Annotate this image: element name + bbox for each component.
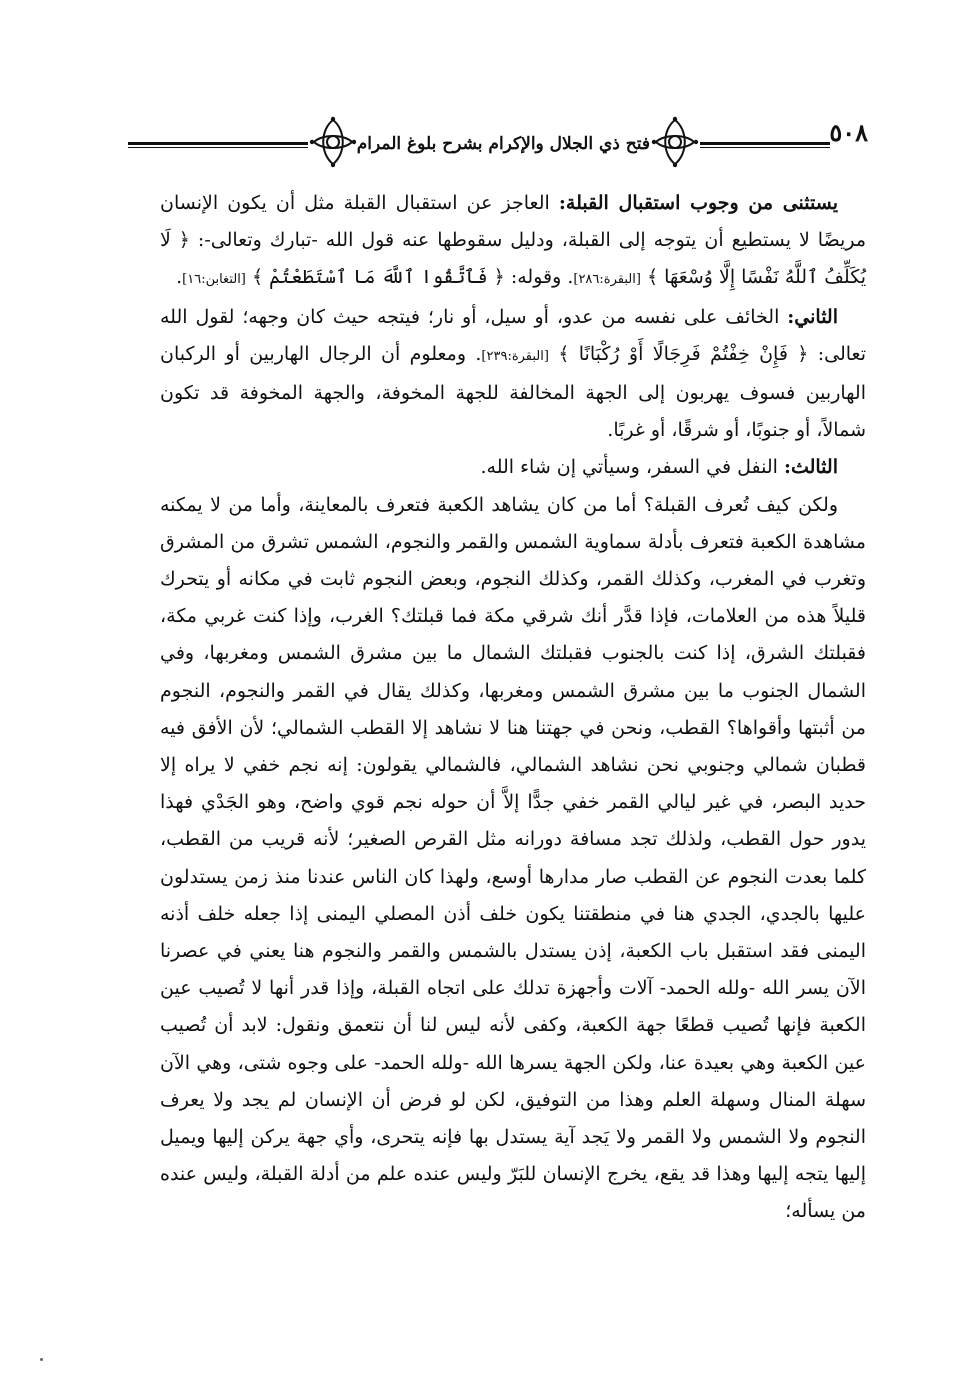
paragraph-lead: يستثنى من وجوب استقبال القبلة: <box>558 192 838 214</box>
header-rule-right <box>700 142 830 148</box>
page-speck <box>40 1358 43 1361</box>
ornament-right-icon <box>650 116 700 168</box>
paragraph-text: الخائف على نفسه من عدو، أو سيل، أو نار؛ فيتجه حيث كان وجهه؛ لقول الله تعالى: <box>160 305 867 365</box>
quran-verse: ﴿ لَا يُكَلِّفُ ٱللَّهُ نَفْسًا إِلَّا وُسْعَهَا ﴾ <box>160 229 866 289</box>
verse-reference: [البقرة:٢٣٩] <box>481 348 549 364</box>
paragraph-second <box>160 299 866 450</box>
paragraph-qibla-direction <box>160 487 866 1231</box>
paragraph-exception <box>160 185 866 299</box>
paragraph-text: . وقوله: <box>504 266 574 289</box>
header-rule-left <box>128 142 308 148</box>
page-header <box>128 112 866 172</box>
paragraph-text: . <box>176 266 183 289</box>
page-number: ٥٠٨ <box>829 118 868 147</box>
verse-reference: [التغابن:١٦] <box>182 272 246 288</box>
quran-verse: ﴿ فَٱتَّقُوا ٱللَّهَ مَا ٱسْتَطَعْتُمْ ﴾ <box>251 266 505 289</box>
quran-verse: ﴿ فَإِنْ خِفْتُمْ فَرِجَالًا أَوْ رُكْبَانًا ﴾ <box>558 342 809 365</box>
body-text <box>160 185 866 1231</box>
paragraph-text: النفل في السفر، وسيأتي إن شاء الله. <box>480 456 784 479</box>
paragraph-text: ولكن كيف تُعرف القبلة؟ أما من كان يشاهد الكعبة فتعرف بالمعاينة، وأما من لا يمكنه مشاهدة الكعبة فتعرف بأدلة سماوية الشمس والقمر والنجوم، الشمس تشرق من المشرق وتغرب في المغرب، وكذلك القمر، وكذلك النجوم، وبعض النجوم ثابت في مكانه أو يتحرك قليلاً هذه من العلامات، فإذا قدَّر أنك شرقي مكة فما قبلتك؟ الغرب، وإذا كنت غربي مكة، فقبلتك الشرق، إذا كنت بالجنوب فقبلتك الشمال ما بين مشرق الشمس ومغربها، وفي الشمال الجنوب ما بين مشرق الشمس ومغربها، وكذلك يقال في القمر والنجوم، النجوم من أثبتها وأقواها؟ القطب، ونحن في جهتنا هنا لا نشاهد إلا القطب الشمالي؛ لأن الأفق فيه قطبان شمالي وجنوبي نحن نشاهد الشمالي، فالشمالي يقولون: إنه نجم خفي لا يراه إلا حديد البصر، في غير ليالي القمر خفي جدًّا إلاَّ أن حوله نجم قوي واضح، وهو الجَدْي فهذا يدور حول القطب، ولذلك تجد مسافة دورانه مثل القرص الصغير؛ لأنه قريب من القطب، كلما بعدت النجوم عن القطب صار مدارها أوسع، ولهذا كان الناس عندنا منذ زمن يستدلون عليها بالجدي، الجدي هنا في منطقتنا يكون خلف أذن المصلي اليمنى إذا جعله خلف أذنه اليمنى فقد استقبل باب الكعبة، إذن يستدل بالشمس والقمر والنجوم هنا يعني في عصرنا الآن يسر الله -ولله الحمد- آلات وأجهزة تدلك على اتجاه القبلة، وإذا قدر أنها لا تُصيب عين الكعبة فإنها تُصيب قطعًا جهة الكعبة، وكفى لأنه ليس لنا أن نتعمق ونقول: لابد أن تُصيب عين الكعبة وهي بعيدة عنا، ولكن الجهة يسرها الله -ولله الحمد- على وجوه شتى، وهي الآن سهلة المنال وسهلة العلم وهذا من التوفيق، لكن لو فرض أن الإنسان لم يجد ولا يعرف النجوم ولا الشمس ولا القمر ولا يَجد آية يستدل بها فإنه يتحرى، وأي جهة يركن إليها ويميل إليها يتجه إليها وهذا قد يقع، يخرج الإنسان للبَرّ وليس عنده علم من أدلة القبلة، وليس عنده من يسأله؛ <box>160 493 866 1223</box>
running-title: فتح ذي الجلال والإكرام بشرح بلوغ المرام <box>356 134 650 154</box>
verse-reference: [البقرة:٢٨٦] <box>573 272 641 288</box>
paragraph-lead: الثالث: <box>783 456 838 479</box>
paragraph-lead: الثاني: <box>787 305 838 328</box>
paragraph-text: . ومعلوم أن الرجال الهاربين أو الركبان الهاربين فسوف يهربون إلى الجهة المخالفة للجهة المخوفة، والجهة المخوفة قد تكون شمالاً، أو جنوبًا، أو شرقًا، أو غربًا. <box>160 342 866 442</box>
paragraph-third <box>160 449 866 486</box>
paragraph-text: العاجز عن استقبال القبلة مثل أن يكون الإنسان مريضًا لا يستطيع أن يتوجه إلى القبلة، ودليل سقوطها عنه قول الله -تبارك وتعالى-: <box>160 192 866 252</box>
ornament-left-icon <box>308 116 358 168</box>
